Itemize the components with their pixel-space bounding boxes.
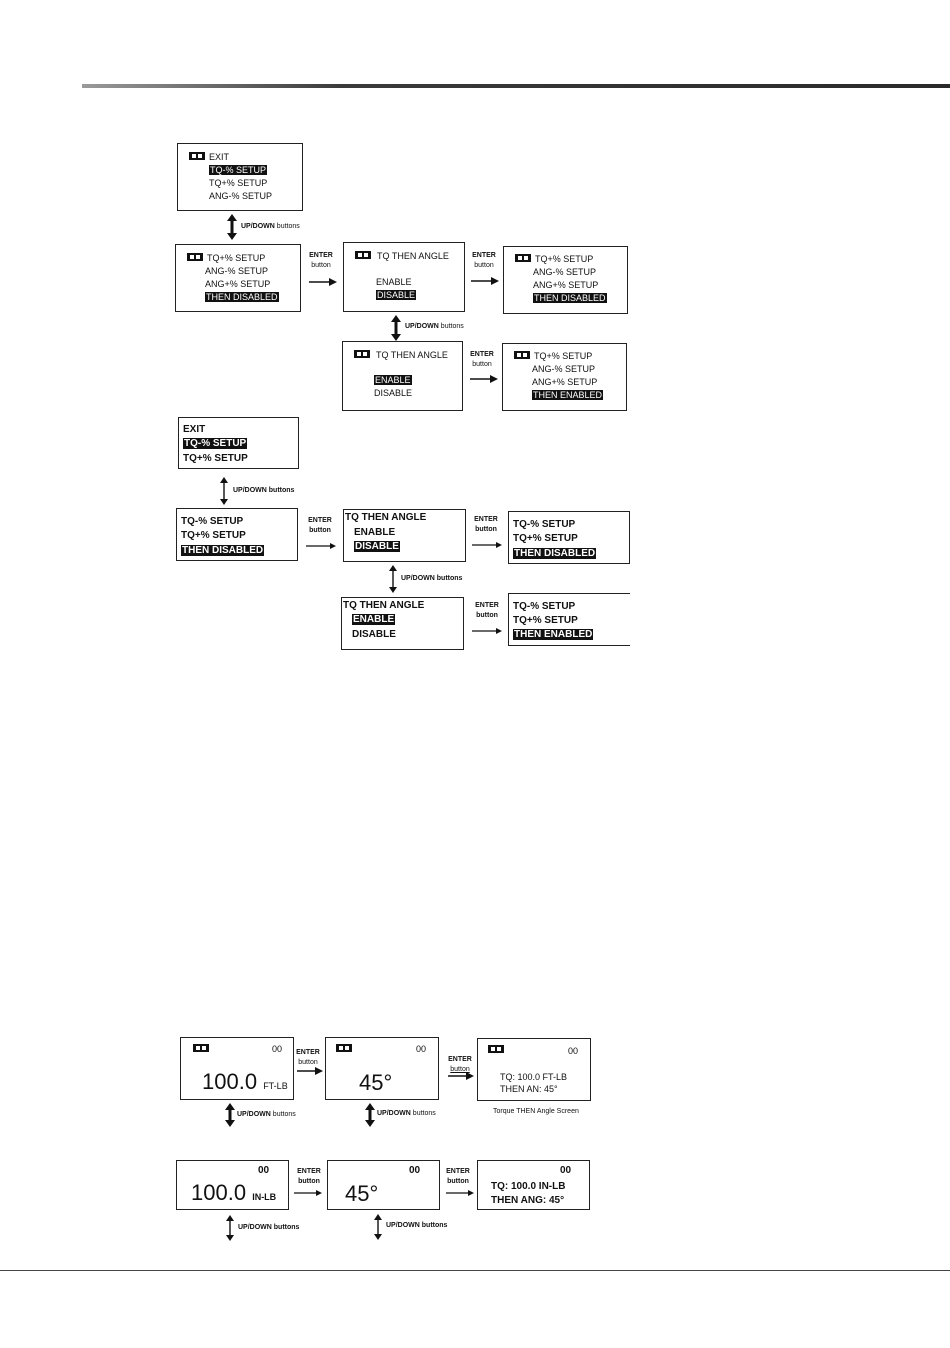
updown-arrow-icon [226,214,238,240]
battery-icon [488,1045,504,1053]
right-arrow-icon [448,1071,474,1081]
right-arrow-icon [309,277,337,287]
menu-item-tq-minus: TQ-% SETUP [184,438,247,449]
menu-item-ang-minus: ANG-% SETUP [532,364,596,374]
screen-main-menu-2 [178,417,299,469]
enter-label: ENTER button [475,602,499,619]
option-enable: ENABLE [376,277,412,287]
updown-label: UP/DOWN buttons [241,223,300,230]
option-disable: DISABLE [374,388,413,398]
updown-label: UP/DOWN buttons [377,1110,436,1117]
menu-item-then-disabled: THEN DISABLED [182,545,264,556]
summary-angle: THEN AN: 45° [500,1084,558,1094]
enter-label: ENTER button [448,1056,472,1073]
menu-item-ang-plus: ANG+% SETUP [205,279,271,289]
screen-torque-inlb [176,1160,289,1210]
right-arrow-icon [294,1189,322,1197]
screen-summary-inlb [477,1160,590,1210]
setting-title: TQ THEN ANGLE [345,512,427,523]
screen-then-menu-result-disabled-1 [503,246,628,314]
torque-unit: IN-LB [252,1192,277,1202]
screen-tq-then-angle-enable-2 [341,597,464,650]
angle-value: 45° [359,1070,393,1095]
option-disable: DISABLE [352,629,396,640]
cycle-count: 00 [568,1046,579,1056]
option-enable: ENABLE [354,527,396,538]
updown-arrow-icon [219,477,229,505]
menu-item-tq-plus: TQ+% SETUP [534,351,593,361]
screen-angle-1 [325,1037,439,1100]
battery-icon [187,253,203,261]
enter-label: ENTER button [470,351,494,368]
updown-arrow-icon [364,1103,376,1127]
option-enable: ENABLE [375,375,411,385]
battery-icon [354,350,370,358]
updown-label: UP/DOWN buttons [386,1222,448,1229]
right-arrow-icon [472,541,502,549]
enter-label: ENTER button [309,252,333,269]
option-enable: ENABLE [353,614,395,625]
battery-icon [336,1044,352,1052]
right-arrow-icon [470,374,498,384]
header-rule [82,84,950,88]
enter-label: ENTER button [296,1049,320,1066]
updown-arrow-icon [373,1214,383,1240]
menu-item-exit: EXIT [209,152,230,162]
screen-main-menu-1 [177,143,303,211]
enter-label: ENTER button [446,1168,470,1185]
option-disable: DISABLE [377,290,416,300]
torque-value: 100.0 [191,1180,247,1205]
battery-icon [189,152,205,160]
right-arrow-icon [306,542,336,550]
cycle-count: 00 [272,1044,283,1054]
screen-then-menu-result-disabled-2 [508,511,630,564]
menu-item-ang-minus: ANG-% SETUP [209,191,273,201]
battery-icon [514,351,530,359]
menu-item-tq-plus: TQ+% SETUP [181,530,246,541]
summary-torque: TQ: 100.0 FT-LB [500,1072,568,1082]
updown-label: UP/DOWN buttons [405,323,464,330]
screen-torque-ftlb [180,1037,294,1100]
menu-item-tq-minus: TQ-% SETUP [210,165,267,175]
menu-item-ang-plus: ANG+% SETUP [533,280,599,290]
option-disable: DISABLE [355,541,399,552]
screen-then-menu-2 [176,508,298,561]
menu-item-then-enabled: THEN ENABLED [533,390,603,400]
enter-label: ENTER button [474,516,498,533]
menu-item-tq-plus: TQ+% SETUP [209,178,268,188]
menu-item-then-disabled: THEN DISABLED [534,293,606,303]
screen-tq-then-angle-enable-1 [342,341,463,411]
cycle-count: 00 [258,1165,270,1176]
updown-arrow-icon [224,1103,236,1127]
updown-label: UP/DOWN buttons [238,1224,300,1231]
cycle-count: 00 [409,1165,421,1176]
battery-icon [193,1044,209,1052]
footer-rule [0,1270,950,1271]
setting-title: TQ THEN ANGLE [343,600,425,611]
menu-item-ang-minus: ANG-% SETUP [533,267,597,277]
setting-title: TQ THEN ANGLE [376,350,448,360]
screen-summary-ftlb [477,1038,591,1101]
menu-item-then-disabled: THEN DISABLED [206,292,278,302]
screen-then-menu-result-enabled-1 [502,343,627,411]
screen-caption: Torque THEN Angle Screen [493,1108,579,1115]
updown-arrow-icon [390,315,402,341]
cycle-count: 00 [416,1044,427,1054]
enter-label: ENTER button [472,252,496,269]
summary-angle: THEN ANG: 45° [491,1195,565,1206]
angle-value: 45° [345,1181,379,1206]
right-arrow-icon [472,627,502,635]
screen-angle-2 [327,1160,440,1210]
enter-label: ENTER button [297,1168,321,1185]
updown-arrow-icon [388,565,398,593]
enter-label: ENTER button [308,517,332,534]
menu-item-ang-plus: ANG+% SETUP [532,377,598,387]
screen-then-menu-result-enabled-2 [508,593,630,646]
right-arrow-icon [446,1189,474,1197]
battery-icon [515,254,531,262]
screen-tq-then-angle-disable-1 [343,242,465,312]
updown-label: UP/DOWN buttons [233,487,295,494]
menu-item-then-enabled: THEN ENABLED [514,629,593,640]
cycle-count: 00 [560,1165,572,1176]
torque-unit: FT-LB [263,1081,288,1091]
torque-value: 100.0 [202,1069,258,1094]
menu-item-ang-minus: ANG-% SETUP [205,266,269,276]
menu-item-tq-plus: TQ+% SETUP [207,253,266,263]
battery-icon [355,251,371,259]
updown-label: UP/DOWN buttons [401,575,463,582]
menu-item-tq-minus: TQ-% SETUP [513,601,576,612]
updown-label: UP/DOWN buttons [237,1111,296,1118]
summary-torque: TQ: 100.0 IN-LB [491,1181,566,1192]
menu-item-tq-minus: TQ-% SETUP [513,519,576,530]
menu-item-exit: EXIT [183,424,206,435]
right-arrow-icon [471,276,499,286]
right-arrow-icon [297,1066,323,1076]
menu-item-tq-plus: TQ+% SETUP [513,533,578,544]
setting-title: TQ THEN ANGLE [377,251,449,261]
menu-item-then-disabled: THEN DISABLED [514,548,596,559]
screen-then-menu-1 [175,244,301,312]
screen-tq-then-angle-disable-2 [343,509,466,562]
menu-item-tq-plus: TQ+% SETUP [513,615,578,626]
menu-item-tq-plus: TQ+% SETUP [183,453,248,464]
menu-item-tq-minus: TQ-% SETUP [181,516,244,527]
menu-item-tq-plus: TQ+% SETUP [535,254,594,264]
updown-arrow-icon [225,1215,235,1241]
